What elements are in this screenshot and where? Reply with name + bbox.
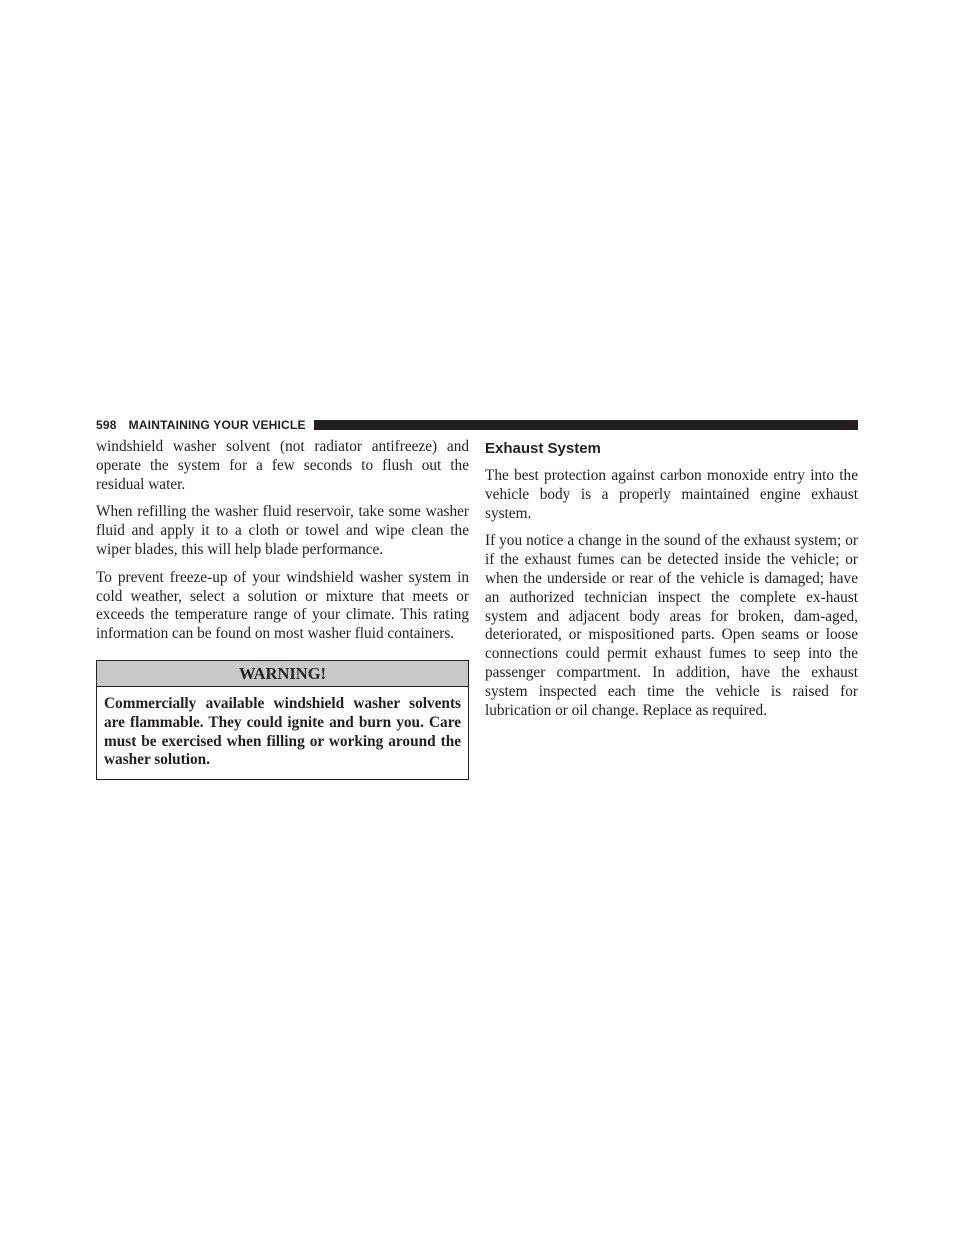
right-column [485, 438, 858, 729]
paragraph: To prevent freeze-up of your windshield washer system in cold weather, select a solution or mixture that meets or exceeds the temperature range of your climate. This rating information can be found on most washer fluid containers. [96, 568, 469, 643]
paragraph: When refilling the washer fluid reservoir, take some washer fluid and apply it to a cloth or towel and wipe clean the wiper blades, this will help blade performance. [96, 503, 469, 558]
section-heading: Exhaust System [485, 440, 601, 457]
paragraph: windshield washer solvent (not radiator antifreeze) and operate the system for a few seconds to flush out the residual water. [96, 438, 469, 493]
warning-box [96, 660, 469, 780]
page-header [96, 417, 858, 433]
paragraph: The best protection against carbon monoxide entry into the vehicle body is a properly maintained engine exhaust system. [485, 467, 858, 522]
left-column [96, 438, 469, 780]
warning-text: Commercially available windshield washer solvents are flammable. They could ignite and burn you. Care must be exercised when filling or working around the washer solution. [104, 694, 461, 769]
page-number: 598 [96, 418, 117, 432]
header-rule [314, 420, 858, 430]
section-title: MAINTAINING YOUR VEHICLE [128, 418, 306, 432]
warning-title: WARNING! [97, 661, 468, 687]
paragraph: If you notice a change in the sound of the exhaust system; or if the exhaust fumes can be detected inside the vehicle; or when the underside or rear of the vehicle is damaged; have an authorized technician inspect the complete ex-haust system and adjacent body areas for broken, dam-aged, deteriorated, or mispositioned parts. Open seams or loose connections could permit exhaust fumes to seep into the passenger compartment. In addition, have the exhaust system inspected each time the vehicle is raised for lubrication or oil change. Replace as required. [485, 532, 858, 719]
